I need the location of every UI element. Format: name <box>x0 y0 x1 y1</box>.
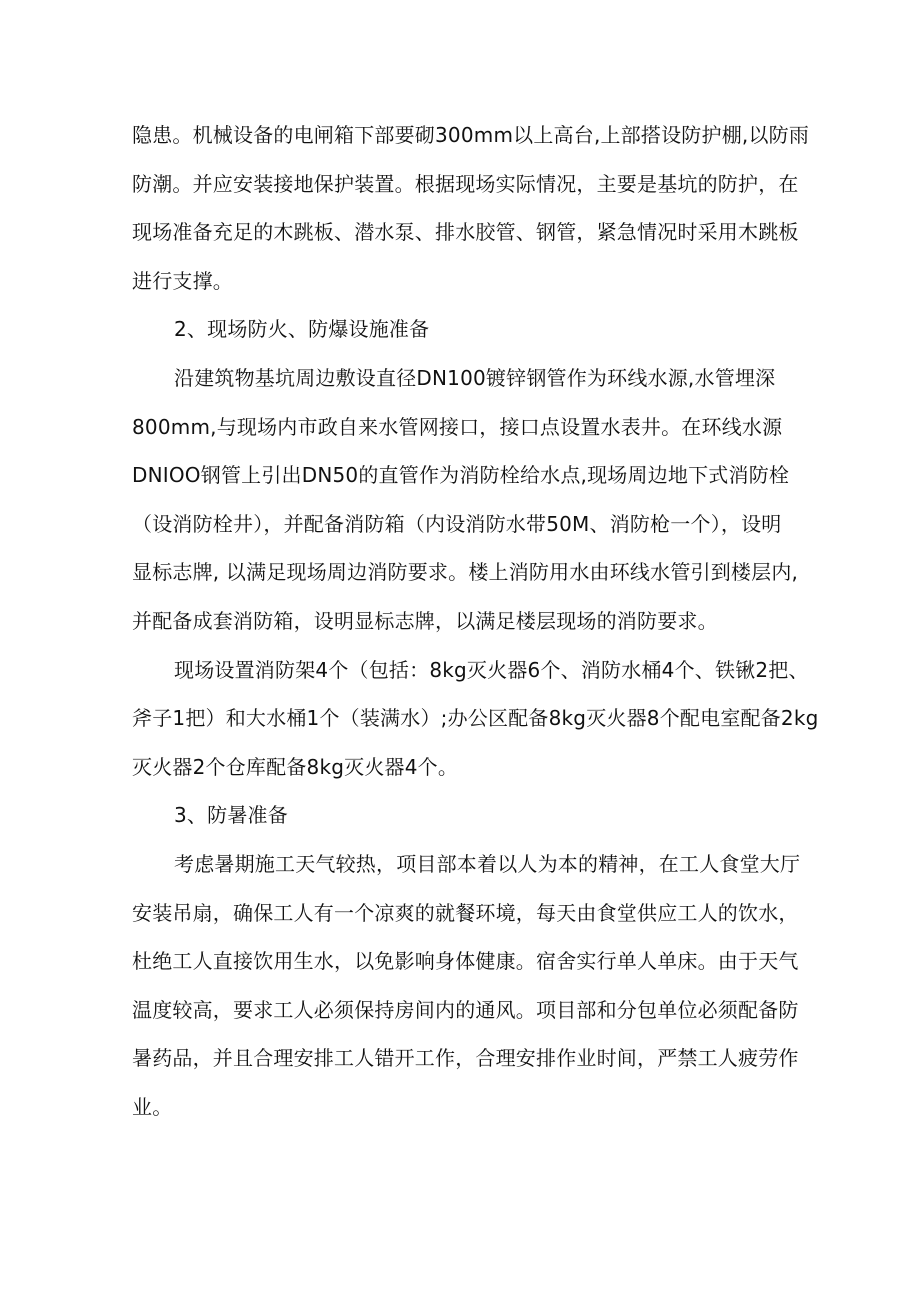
text-line: （设消防栓井），并配备消防箱（内设消防水带50M、消防枪一个），设明 <box>132 511 782 536</box>
text-line: 并配备成套消防箱，设明显标志牌，以满足楼层现场的消防要求。 <box>132 608 718 633</box>
text-line: 灭火器2个仓库配备8kg灭火器4个。 <box>132 754 459 779</box>
text-line: 安装吊扇，确保工人有一个凉爽的就餐环境，每天由食堂供应工人的饮水， <box>132 900 799 925</box>
paragraph-water-supply <box>132 354 804 646</box>
paragraph-heat-measures <box>132 840 804 1132</box>
text-line: 考虑暑期施工天气较热，项目部本着以人为本的精神，在工人食堂大厅 <box>174 851 801 876</box>
section-heading-fire-prevention: 2、现场防火、防爆设施准备 <box>174 317 430 342</box>
text-line: 现场准备充足的木跳板、潜水泵、排水胶管、钢管，紧急情况时采用木跳板 <box>132 220 799 245</box>
text-line: 现场设置消防架4个（包括：8kg灭火器6个、消防水桶4个、铁锹2把、 <box>174 657 809 682</box>
text-line: 杜绝工人直接饮用生水，以免影响身体健康。宿舍实行单人单床。由于天气 <box>132 949 799 974</box>
text-line: DNIOO钢管上引出DN50的直管作为消防栓给水点,现场周边地下式消防栓 <box>132 463 790 488</box>
text-line: 业。 <box>132 1094 173 1119</box>
text-line: 进行支撑。 <box>132 268 233 293</box>
paragraph-power-box-protection <box>132 111 810 305</box>
document-body <box>132 111 819 1131</box>
text-line: 斧子1把）和大水桶1个（装满水）;办公区配备8kg灭火器8个配电室配备2kg <box>132 706 819 731</box>
text-line: 显标志牌, 以满足现场周边消防要求。楼上消防用水由环线水管引到楼层内, <box>132 560 799 585</box>
text-line: 防潮。并应安装接地保护装置。根据现场实际情况，主要是基坑的防护，在 <box>132 171 799 196</box>
paragraph-fire-equipment <box>132 646 819 792</box>
section-heading-heat-prevention: 3、防暑准备 <box>174 803 288 828</box>
text-line: 隐患。机械设备的电闸箱下部要砌300mm以上高台,上部搭设防护棚,以防雨 <box>132 123 810 147</box>
text-line: 暑药品，并且合理安排工人错开工作，合理安排作业时间，严禁工人疲劳作 <box>132 1046 799 1071</box>
text-line: 800mm,与现场内市政自来水管网接口，接口点设置水表井。在环线水源 <box>132 414 783 439</box>
text-line: 沿建筑物基坑周边敷设直径DN100镀锌钢管作为环线水源,水管埋深 <box>174 365 776 390</box>
text-line: 温度较高，要求工人必须保持房间内的通风。项目部和分包单位必须配备防 <box>132 997 799 1022</box>
